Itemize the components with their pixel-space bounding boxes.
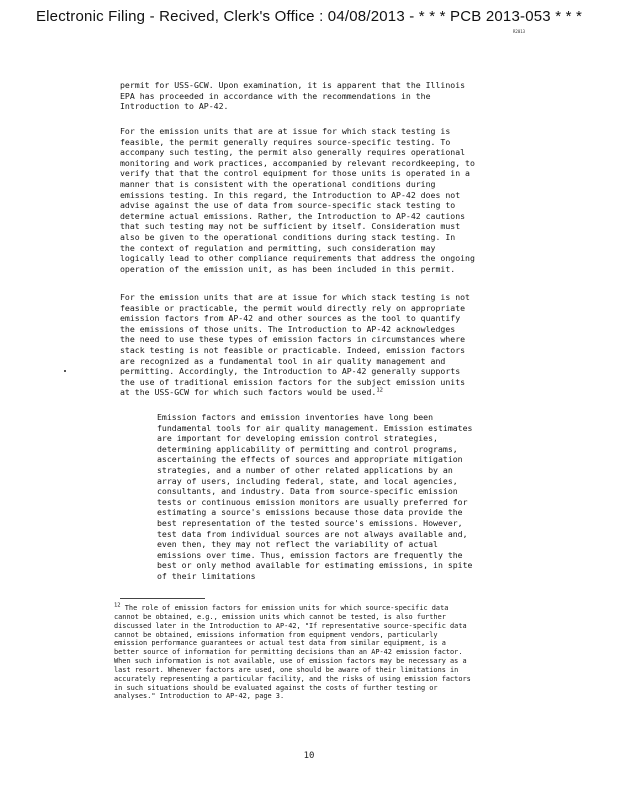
- footnote-divider: [120, 598, 205, 599]
- quote-line: best or only method available for estimating emissions, in spite: [157, 560, 473, 571]
- quote-line: estimating a source's emissions because those data provide the: [157, 507, 463, 518]
- text-line: are recognized as a fundamental tool in air quality management and: [120, 355, 446, 366]
- text-line: stack testing is not feasible or practicable. Indeed, emission factors: [120, 344, 466, 355]
- text-line: determine actual emissions. Rather, the Introduction to AP-42 cautions: [120, 210, 466, 221]
- footnote-reference: 12: [376, 387, 383, 394]
- footnote-line: When such information is not available, use of emission factors may be necessary as a: [114, 657, 467, 666]
- text-line: For the emission units that are at issue for which stack testing is: [120, 126, 451, 136]
- quote-line: best representation of the tested source's emissions. However,: [157, 517, 463, 528]
- footnote-line: [114, 604, 544, 613]
- footnote-line: cannot be obtained, emissions information from equipment vendors, particularly: [114, 630, 438, 639]
- footnote-marker: 12: [114, 602, 121, 609]
- electronic-filing-stamp: Electronic Filing - Recived, Clerk's Office : 04/08/2013 - * * * PCB 2013-053 * * *: [35, 8, 583, 25]
- text-line: permit for USS-GCW. Upon examination, it is apparent that the Illinois: [120, 80, 466, 90]
- paragraph-stack-testing-not-feasible: [120, 292, 540, 398]
- quote-line: ascertaining the effects of sources and appropriate mitigation: [157, 454, 463, 465]
- text-line-content: at the USS-GCW for which such factors would be used.: [120, 387, 377, 398]
- paragraph-stack-testing-feasible: [120, 126, 540, 274]
- text-line: the use of traditional emission factors for the subject emission units: [120, 376, 466, 387]
- margin-mark: [64, 370, 66, 372]
- text-line: feasible, the permit generally requires source-specific testing. To: [120, 136, 451, 147]
- text-line: emissions testing. In this regard, the Introduction to AP-42 does not: [120, 189, 461, 200]
- text-line: also be given to the operational conditions during stack testing. In: [120, 231, 456, 242]
- text-line: advise against the use of data from source-specific stack testing to: [120, 200, 456, 211]
- footnote-line: discussed later in the Introduction to AP-42, "If representative source-specific data: [114, 621, 467, 630]
- text-line: logically lead to other compliance requirements that address the ongoing: [120, 253, 475, 264]
- footnote-line: last resort. Whenever factors are used, one should be aware of their limitations in: [114, 665, 459, 674]
- footnote-line: in such situations should be evaluated against the costs of further testing or: [114, 683, 438, 692]
- quote-line: are important for developing emission control strategies,: [157, 433, 438, 444]
- text-line: verify that that the control equipment for those units is operated in a: [120, 168, 470, 179]
- footnote-line: better source of information for permitting decisions than an AP-42 emission factor.: [114, 648, 463, 657]
- block-quote-ap42: [157, 412, 527, 582]
- text-line: emission factors from AP-42 and other sources as the tool to quantify: [120, 313, 461, 324]
- quote-line: strategies, and a number of other related applications by an: [157, 464, 453, 475]
- text-line: Introduction to AP-42.: [120, 101, 229, 112]
- page-number: 10: [303, 751, 315, 761]
- quote-line: emissions over time. Thus, emission factors are frequently the: [157, 549, 463, 560]
- text-line: permitting. Accordingly, the Introduction to AP-42 generally supports: [120, 366, 461, 377]
- text-line: For the emission units that are at issue for which stack testing is not: [120, 292, 470, 302]
- quote-line: of their limitations: [157, 570, 256, 581]
- paragraph-permit-intro: [120, 80, 540, 112]
- text-line: feasible or practicable, the permit would directly rely on appropriate: [120, 302, 466, 313]
- text-line: [120, 387, 540, 398]
- footnote-line: emission performance guarantees or actual test data from similar equipment, is a: [114, 639, 446, 648]
- quote-line: fundamental tools for air quality management. Emission estimates: [157, 422, 473, 433]
- quote-line: determining applicability of permitting and control programs,: [157, 443, 458, 454]
- text-line: the context of regulation and permitting, such consideration may: [120, 242, 436, 253]
- quote-line: test data from individual sources are not always available and,: [157, 528, 468, 539]
- text-line: operation of the emission unit, as has been included in this permit.: [120, 263, 456, 274]
- footnote-line: cannot be obtained, e.g., emission units which cannot be tested, is also further: [114, 612, 446, 621]
- quote-line: Emission factors and emission inventories have long been: [157, 412, 434, 422]
- footnote-12: [114, 604, 544, 701]
- quote-line: tests or continuous emission monitors are usually preferred for: [157, 496, 468, 507]
- text-line: EPA has proceeded in accordance with the recommendations in the: [120, 90, 431, 101]
- text-line: manner that is consistent with the operational conditions during: [120, 178, 436, 189]
- footnote-line-content: The role of emission factors for emission units for which source-specific data: [124, 604, 449, 612]
- quote-line: consultants, and industry. Data from source-specific emission: [157, 486, 458, 497]
- quote-line: array of users, including federal, state, and local agencies,: [157, 475, 458, 486]
- text-line: the need to use these types of emission factors in circumstances where: [120, 334, 466, 345]
- quote-line: even then, they may not reflect the variability of actual: [157, 539, 438, 550]
- footnote-line: analyses." Introduction to AP-42, page 3.: [114, 692, 285, 701]
- text-line: that such testing may not be sufficient by itself. Consideration must: [120, 221, 461, 232]
- stamp-tag: [0, 29, 618, 33]
- text-line: the emissions of those units. The Introduction to AP-42 acknowledges: [120, 323, 456, 334]
- text-line: monitoring and work practices, accompanied by relevant recordkeeping, to: [120, 157, 475, 168]
- stamp-tag-text: R2013: [513, 29, 526, 34]
- footnote-line: accurately representing a particular facility, and the risks of using emission factors: [114, 674, 471, 683]
- text-line: accompany such testing, the permit also generally requires operational: [120, 147, 466, 158]
